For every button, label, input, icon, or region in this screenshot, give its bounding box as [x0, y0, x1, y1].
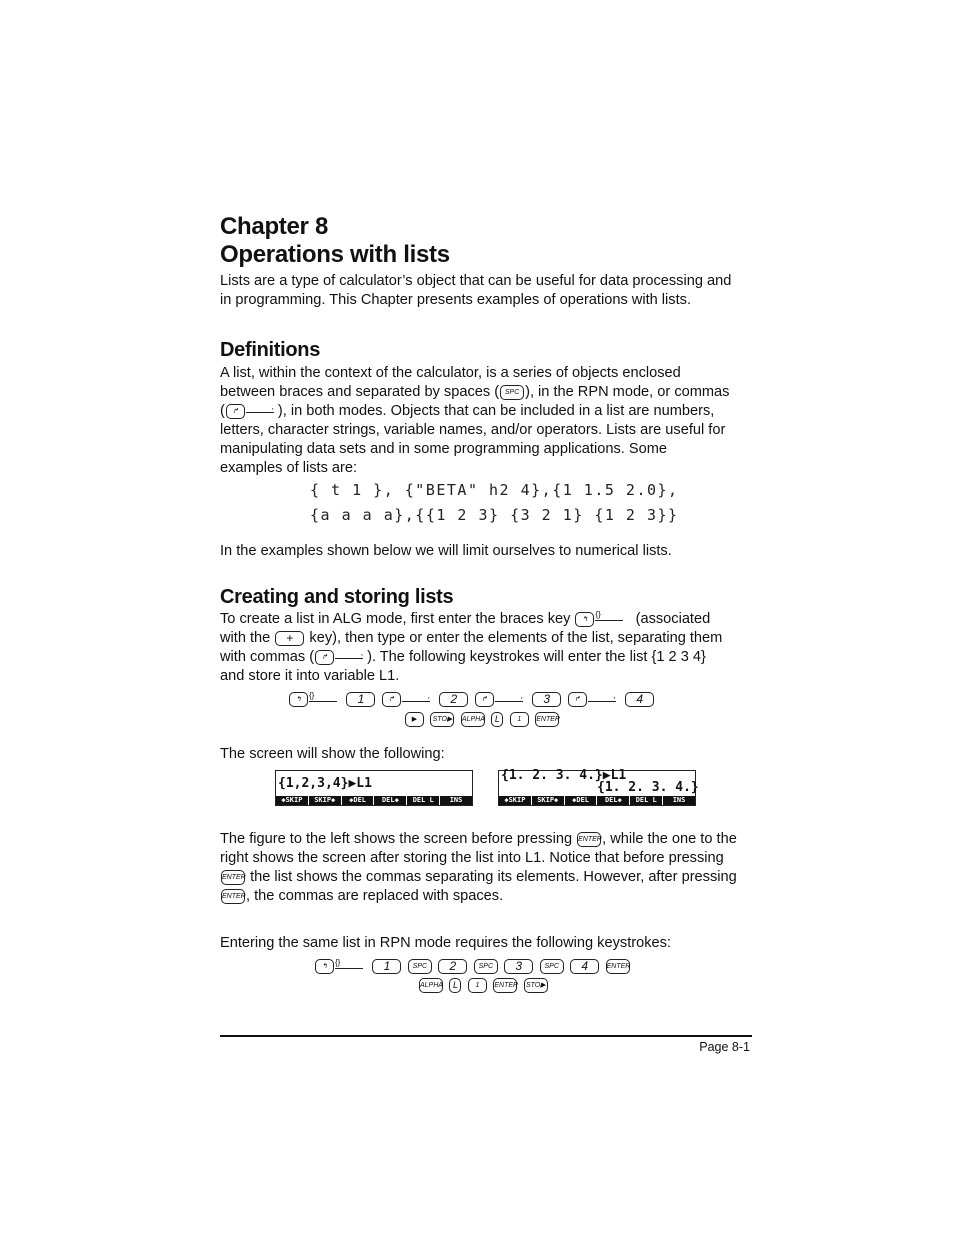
text-line	[220, 887, 752, 906]
menu-key-del-right[interactable]: DEL◆	[374, 796, 406, 805]
enter-key-icon: ENTER	[221, 870, 245, 885]
menu-key-del-left[interactable]: ◆DEL	[565, 796, 597, 805]
braces-label-icon: {}	[595, 610, 623, 621]
text-fragment: (	[220, 403, 225, 419]
right-shift-key-icon: ↱	[475, 692, 494, 707]
l-key-icon: L	[449, 978, 461, 993]
text-fragment: To create a list in ALG mode, first enter the braces key	[220, 611, 571, 627]
spc-key-icon: SPC	[500, 385, 524, 400]
menu-key-del-left[interactable]: ◆DEL	[342, 796, 374, 805]
enter-key-icon: ENTER	[535, 712, 559, 727]
menu-key-skip-right[interactable]: SKIP◆	[309, 796, 341, 805]
menu-key-ins[interactable]: INS	[440, 796, 472, 805]
text-line	[220, 648, 752, 667]
list-example-1: { t 1 }, {"BETA" h2 4},{1 1.5 2.0},	[310, 481, 679, 499]
key-4-icon: 4	[570, 959, 599, 974]
right-shift-key-icon: ↱	[568, 692, 587, 707]
numerical-note: In the examples shown below we will limit ourselves to numerical lists.	[220, 543, 672, 559]
text-line	[220, 629, 752, 648]
text-line: and store it into variable L1.	[220, 668, 400, 684]
key-1-icon: 1	[372, 959, 401, 974]
text-line: examples of lists are:	[220, 460, 358, 476]
intro-line: in programming. This Chapter presents examples of operations with lists.	[220, 292, 691, 308]
enter-key-icon: ENTER	[577, 832, 601, 847]
spc-key-icon: SPC	[540, 959, 564, 974]
text-line	[220, 830, 752, 849]
alg-keystrokes-row2	[404, 711, 560, 729]
text-line: right shows the screen after storing the list into L1. Notice that before pressing	[220, 850, 724, 866]
l-key-icon: L	[491, 712, 503, 727]
right-arrow-key-icon: ▶	[405, 712, 424, 727]
text-line	[220, 610, 752, 629]
right-shift-key-icon: ↱	[226, 404, 245, 419]
text-fragment: (associated	[635, 611, 711, 627]
rpn-keystrokes-row2	[418, 977, 549, 995]
text-fragment: key), then type or enter the elements of the list, separating them	[309, 630, 723, 646]
text-fragment: ), in the RPN mode, or commas	[525, 384, 730, 400]
calculator-screen-after	[498, 768, 699, 806]
sto-key-icon: STO▶	[524, 978, 548, 993]
intro-line: Lists are a type of calculator’s object that can be useful for data processing and	[220, 273, 732, 289]
screen-result-line: {1. 2. 3. 4.}	[597, 780, 699, 795]
text-fragment: the list shows the commas separating its elements. However, after pressing	[250, 869, 737, 885]
key-4-icon: 4	[625, 692, 654, 707]
enter-key-icon: ENTER	[221, 889, 245, 904]
text-line	[220, 383, 752, 402]
figure-explanation	[220, 830, 752, 906]
screen-intro: The screen will show the following:	[220, 746, 445, 762]
text-line	[220, 402, 752, 421]
list-example-2: {a a a a},{{1 2 3} {3 2 1} {1 2 3}}	[310, 506, 679, 524]
menu-key-del-l[interactable]: DEL L	[630, 796, 662, 805]
menu-key-skip-left[interactable]: ◆SKIP	[499, 796, 531, 805]
definitions-heading: Definitions	[220, 339, 321, 361]
screen-line: {1. 2. 3. 4.}▶L1	[501, 768, 627, 783]
text-fragment: between braces and separated by spaces (	[220, 384, 500, 400]
key-2-icon: 2	[438, 959, 467, 974]
key-3-icon: 3	[504, 959, 533, 974]
creating-paragraph	[220, 610, 752, 686]
key-1-icon: 1	[346, 692, 375, 707]
text-line: A list, within the context of the calculator, is a series of objects enclosed	[220, 365, 681, 381]
menu-key-del-right[interactable]: DEL◆	[597, 796, 629, 805]
menu-key-skip-right[interactable]: SKIP◆	[532, 796, 564, 805]
text-fragment: ). The following keystrokes will enter the list {1 2 3 4}	[367, 649, 706, 665]
comma-label-icon: ,	[246, 402, 274, 413]
comma-label-icon: ,	[402, 691, 430, 702]
rpn-intro: Entering the same list in RPN mode requires the following keystrokes:	[220, 935, 671, 951]
enter-key-icon: ENTER	[606, 959, 630, 974]
left-shift-key-icon: ↰	[289, 692, 308, 707]
left-shift-key-icon: ↰	[315, 959, 334, 974]
text-fragment: ), in both modes. Objects that can be included in a list are numbers,	[277, 403, 715, 419]
menu-key-ins[interactable]: INS	[663, 796, 695, 805]
chapter-title: Operations with lists	[220, 241, 450, 268]
menu-key-del-l[interactable]: DEL L	[407, 796, 439, 805]
left-shift-key-icon: ↰	[575, 612, 594, 627]
key-1-icon: 1	[510, 712, 529, 727]
creating-heading: Creating and storing lists	[220, 586, 454, 608]
comma-label-icon: ,	[495, 691, 523, 702]
text-line	[220, 868, 752, 887]
right-shift-key-icon: ↱	[315, 650, 334, 665]
comma-label-icon: ,	[335, 648, 363, 659]
screen-line: {1,2,3,4}▶L1	[278, 776, 372, 791]
spc-key-icon: SPC	[408, 959, 432, 974]
definitions-paragraph	[220, 364, 752, 478]
alpha-key-icon: ALPHA	[461, 712, 485, 727]
text-line: letters, character strings, variable names, and/or operators. Lists are useful for	[220, 422, 726, 438]
spc-key-icon: SPC	[474, 959, 498, 974]
menu-key-skip-left[interactable]: ◆SKIP	[276, 796, 308, 805]
calculator-screen-before	[275, 770, 473, 806]
text-fragment: , while the one to the	[602, 831, 737, 847]
text-line: manipulating data sets and in some programming applications. Some	[220, 441, 667, 457]
sto-key-icon: STO▶	[430, 712, 454, 727]
enter-key-icon: ENTER	[493, 978, 517, 993]
braces-label-icon: {}	[335, 958, 363, 969]
text-fragment: The figure to the left shows the screen before pressing	[220, 831, 573, 847]
intro-paragraph	[220, 272, 752, 310]
key-2-icon: 2	[439, 692, 468, 707]
key-1-icon: 1	[468, 978, 487, 993]
right-shift-key-icon: ↱	[382, 692, 401, 707]
text-fragment: with the	[220, 630, 271, 646]
comma-label-icon: ,	[588, 691, 616, 702]
soft-menu-bar	[276, 796, 472, 805]
page-number: Page 8-1	[699, 1040, 750, 1054]
alg-keystrokes-row1	[288, 691, 655, 709]
alpha-key-icon: ALPHA	[419, 978, 443, 993]
footer-rule	[220, 1035, 752, 1037]
text-fragment: , the commas are replaced with spaces.	[246, 888, 504, 904]
braces-label-icon: {}	[309, 691, 337, 702]
text-fragment: with commas (	[220, 649, 315, 665]
soft-menu-bar	[499, 796, 695, 805]
plus-key-icon: +	[275, 631, 304, 646]
key-3-icon: 3	[532, 692, 561, 707]
chapter-number: Chapter 8	[220, 213, 328, 240]
rpn-keystrokes-row1	[314, 958, 631, 976]
